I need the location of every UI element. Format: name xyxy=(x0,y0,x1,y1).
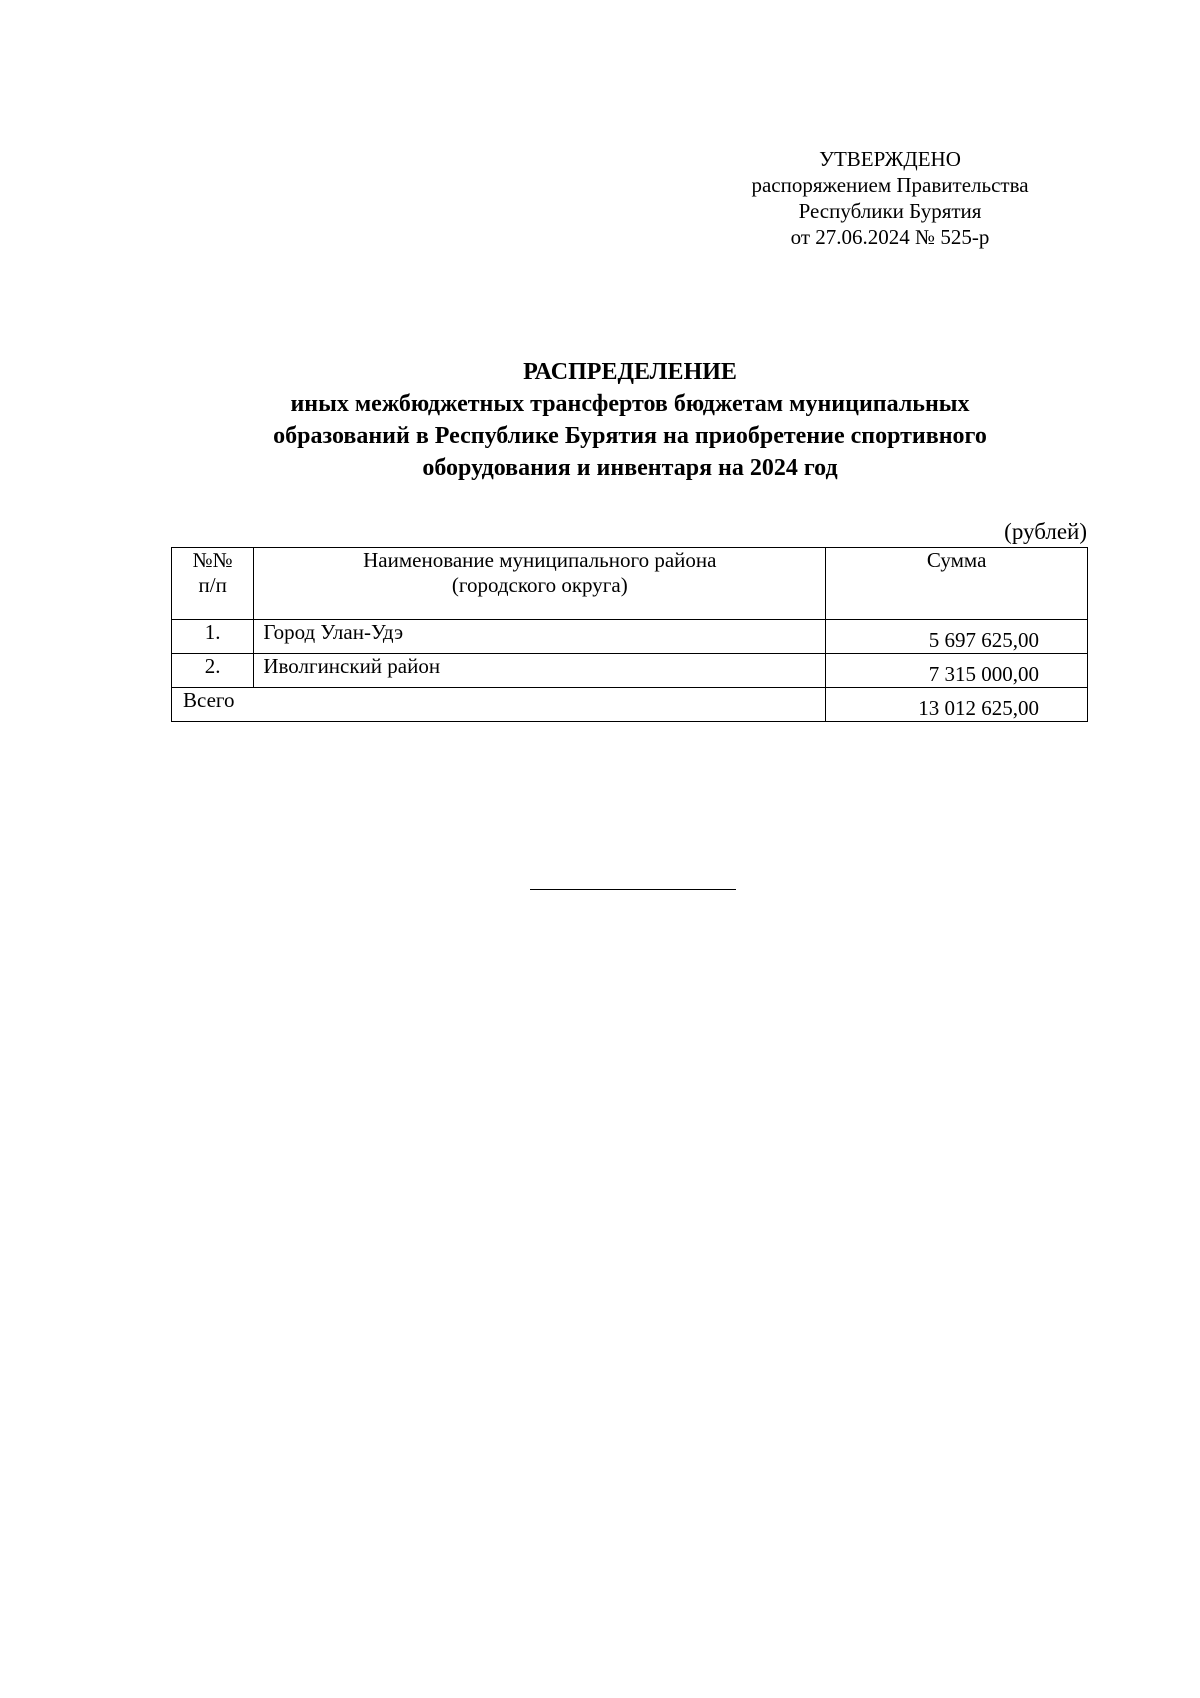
document-title xyxy=(160,356,1100,484)
title-heading: РАСПРЕДЕЛЕНИЕ xyxy=(523,359,737,385)
row-sum: 5 697 625,00 xyxy=(826,620,1088,654)
approval-heading: УТВЕРЖДЕНО xyxy=(819,147,961,171)
title-line-3: оборудования и инвентаря на 2024 год xyxy=(422,455,838,481)
table-total-row xyxy=(172,688,1088,722)
header-number-line-1: №№ xyxy=(192,548,233,572)
row-number: 2. xyxy=(172,654,254,688)
units-label: (рублей) xyxy=(1004,519,1087,544)
table-row xyxy=(172,620,1088,654)
header-name xyxy=(254,548,826,620)
header-sum xyxy=(826,548,1088,620)
approval-line-decree: распоряжением Правительства xyxy=(751,173,1029,197)
approval-stamp xyxy=(710,146,1070,250)
approval-line-date: от 27.06.2024 № 525-р xyxy=(790,225,990,249)
header-name-line-1: Наименование муниципального района xyxy=(363,548,717,572)
header-number-line-2: п/п xyxy=(198,573,227,597)
table-header-row xyxy=(172,548,1088,620)
distribution-table xyxy=(171,547,1088,722)
row-name: Иволгинский район xyxy=(254,654,826,688)
row-sum: 7 315 000,00 xyxy=(826,654,1088,688)
total-label: Всего xyxy=(172,688,826,722)
header-sum-label: Сумма xyxy=(926,548,987,572)
row-name: Город Улан-Удэ xyxy=(254,620,826,654)
row-number: 1. xyxy=(172,620,254,654)
header-number xyxy=(172,548,254,620)
total-sum: 13 012 625,00 xyxy=(826,688,1088,722)
header-name-line-2: (городского округа) xyxy=(451,573,628,597)
title-line-2: образований в Республике Бурятия на приобретение спортивного xyxy=(273,423,987,449)
table-row xyxy=(172,654,1088,688)
title-line-1: иных межбюджетных трансфертов бюджетам муниципальных xyxy=(290,391,970,417)
approval-line-republic: Республики Бурятия xyxy=(798,199,982,223)
end-of-document-line xyxy=(530,889,736,890)
